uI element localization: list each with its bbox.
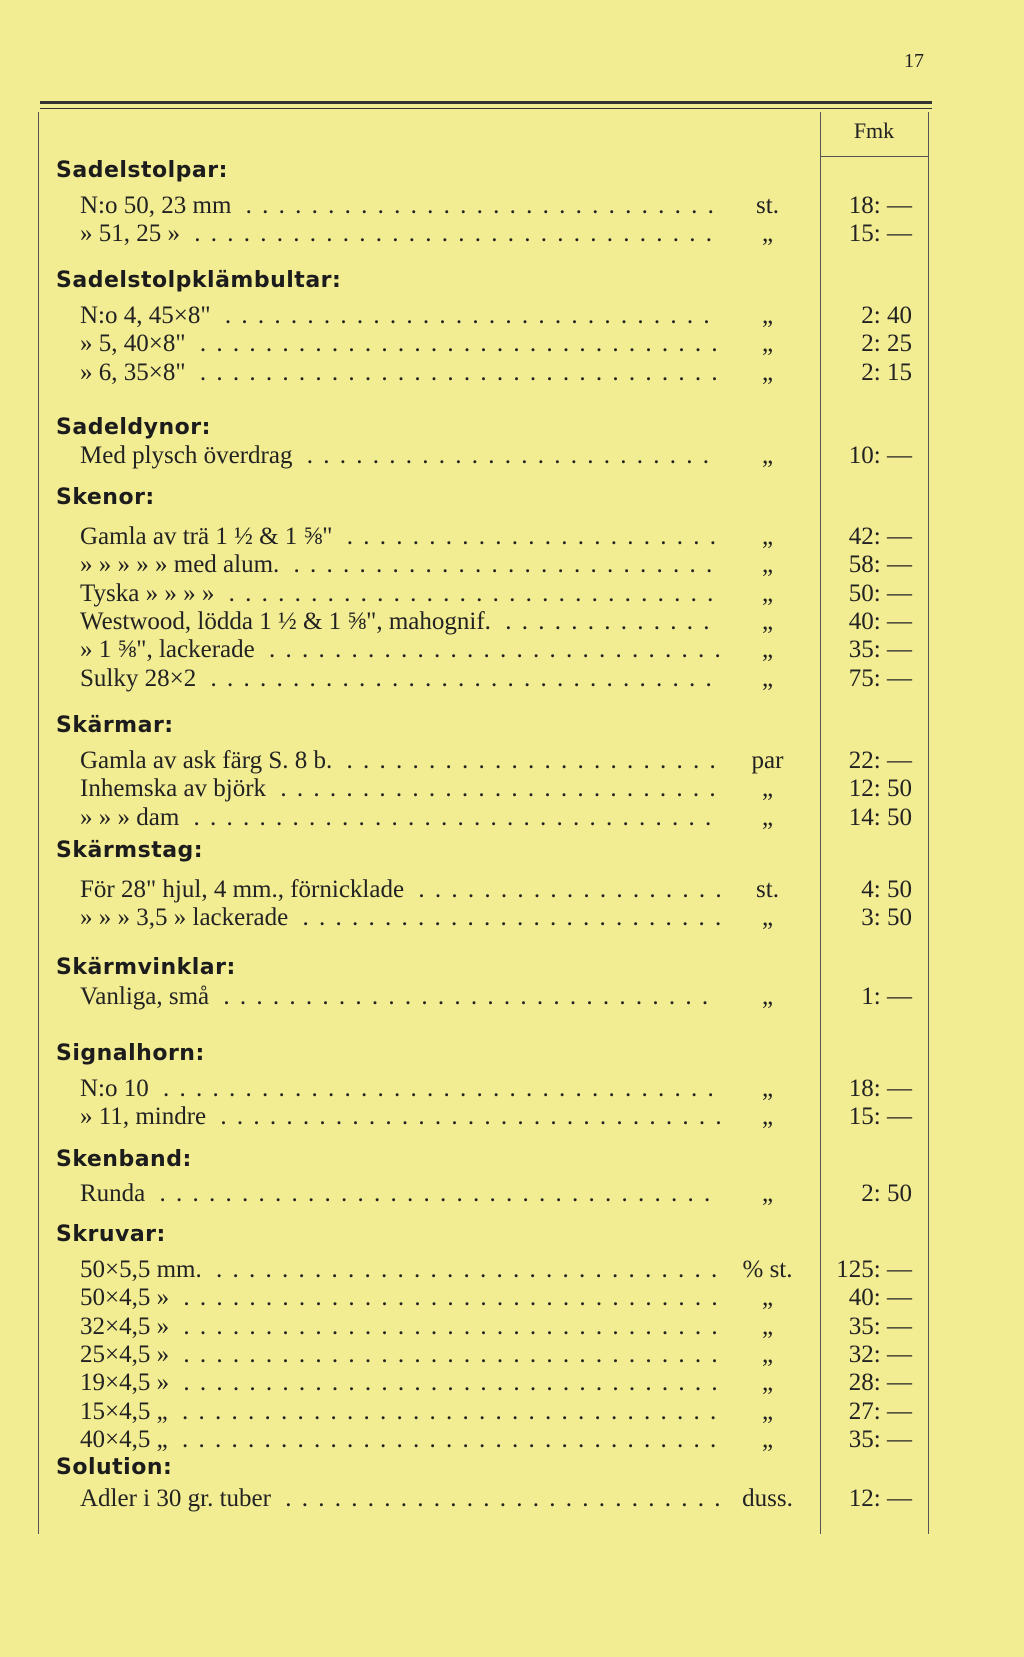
item-description — [80, 580, 720, 608]
list-item — [0, 1341, 1024, 1371]
list-item — [0, 1485, 1024, 1515]
item-unit: st. — [720, 192, 815, 220]
item-description-text: Adler i 30 gr. tuber — [80, 1485, 277, 1512]
item-unit: „ — [720, 580, 815, 608]
item-price: 22: — — [848, 747, 912, 774]
item-price: 40: — — [848, 607, 912, 635]
item-description-text: N:o 4, 45×8" — [80, 302, 217, 329]
item-description-text: Gamla av ask färg S. 8 b. — [80, 747, 338, 774]
list-item — [0, 904, 1024, 934]
item-description-text: 19×4,5 » — [80, 1369, 175, 1396]
item-unit: % st. — [720, 1256, 815, 1284]
list-item — [0, 523, 1024, 553]
item-description-text: Westwood, lödda 1 ½ & 1 ⅝", mahognif. — [80, 608, 497, 635]
item-price: 3: 50 — [861, 904, 912, 932]
item-unit: „ — [720, 359, 815, 387]
item-price: 1: — — [861, 983, 912, 1010]
item-price: 2: 50 — [861, 1180, 912, 1207]
item-description-text: 40×4,5 „ — [80, 1426, 174, 1453]
item-description-text: Vanliga, små — [80, 983, 215, 1010]
item-description-text: 15×4,5 „ — [80, 1398, 174, 1425]
top-rule — [40, 101, 932, 104]
item-unit: „ — [720, 804, 815, 832]
top-rule-thin — [40, 108, 932, 109]
item-unit: „ — [720, 1426, 815, 1454]
item-description — [80, 1103, 720, 1131]
item-description-text: » » » dam — [80, 804, 185, 831]
item-unit: „ — [720, 1180, 815, 1208]
item-description — [80, 876, 720, 904]
item-description-text: 50×5,5 mm. — [80, 1256, 208, 1283]
list-item — [0, 330, 1024, 360]
list-item — [0, 302, 1024, 332]
section-heading: Skenband: — [56, 1147, 192, 1172]
item-price: 4: 50 — [861, 876, 912, 903]
list-item — [0, 551, 1024, 581]
item-unit: „ — [720, 302, 815, 330]
item-description — [80, 608, 720, 636]
item-description-text: » 11, mindre — [80, 1103, 212, 1130]
item-description — [80, 1485, 720, 1513]
item-price: 32: — — [848, 1340, 912, 1368]
item-description-text: N:o 50, 23 mm — [80, 192, 237, 219]
item-unit: „ — [720, 220, 815, 248]
item-description-text: För 28" hjul, 4 mm., förnicklade — [80, 876, 410, 903]
item-description — [80, 1284, 720, 1312]
list-item — [0, 665, 1024, 695]
item-price: 2: 25 — [861, 330, 912, 358]
list-item — [0, 580, 1024, 610]
item-unit: „ — [720, 1103, 815, 1131]
item-description — [80, 1313, 720, 1341]
list-item — [0, 442, 1024, 472]
item-unit: „ — [720, 1075, 815, 1103]
item-description-text: » » » 3,5 » lackerade — [80, 904, 294, 931]
item-price: 18: — — [848, 192, 912, 219]
item-price: 15: — — [848, 220, 912, 248]
currency-header: Fmk — [853, 118, 895, 143]
section-heading: Skärmar: — [56, 713, 174, 738]
list-item — [0, 1313, 1024, 1343]
list-item — [0, 747, 1024, 777]
section-heading: Sadelstolpar: — [56, 158, 228, 183]
list-item — [0, 1284, 1024, 1314]
item-unit: „ — [720, 1369, 815, 1397]
item-price: 42: — — [848, 523, 912, 550]
item-description — [80, 220, 720, 248]
section-heading: Sadelstolpklämbultar: — [56, 268, 342, 293]
item-price: 35: — — [848, 1425, 912, 1453]
item-unit: „ — [720, 904, 815, 932]
item-description — [80, 330, 720, 358]
item-price: 35: — — [848, 1312, 912, 1340]
item-description — [80, 804, 720, 832]
item-description — [80, 302, 720, 330]
item-unit: „ — [720, 636, 815, 664]
item-price: 75: — — [848, 664, 912, 692]
list-item — [0, 1398, 1024, 1428]
list-item — [0, 220, 1024, 250]
item-description-text: N:o 10 — [80, 1075, 155, 1102]
item-price: 12: — — [848, 1485, 912, 1512]
item-price: 2: 15 — [861, 358, 912, 386]
item-description — [80, 983, 720, 1011]
item-price: 12: 50 — [848, 775, 912, 803]
item-description-text: » 51, 25 » — [80, 220, 186, 247]
item-description-text: » 5, 40×8" — [80, 330, 192, 357]
item-description-text: Inhemska av björk — [80, 775, 272, 802]
item-description — [80, 192, 720, 220]
currency-header-rule — [820, 156, 928, 157]
section-heading: Skärmvinklar: — [56, 955, 236, 980]
item-description — [80, 1075, 720, 1103]
item-description — [80, 747, 720, 775]
list-item — [0, 1426, 1024, 1456]
section-heading: Skruvar: — [56, 1222, 166, 1247]
list-item — [0, 1180, 1024, 1210]
list-item — [0, 876, 1024, 906]
item-price: 14: 50 — [848, 803, 912, 831]
item-description — [80, 1426, 720, 1454]
item-price: 58: — — [848, 551, 912, 579]
item-price: 2: 40 — [861, 302, 912, 329]
list-item — [0, 1075, 1024, 1105]
item-description-text: » 6, 35×8" — [80, 359, 192, 386]
item-description — [80, 1256, 720, 1284]
item-description-text: Gamla av trä 1 ½ & 1 ⅝" — [80, 523, 339, 550]
item-description — [80, 523, 720, 551]
item-description-text: » » » » » med alum. — [80, 551, 285, 578]
section-heading: Skärmstag: — [56, 838, 204, 863]
item-description-text: 50×4,5 » — [80, 1284, 175, 1311]
section-heading: Solution: — [56, 1455, 173, 1480]
item-unit: „ — [720, 665, 815, 693]
item-description-text: » 1 ⅝", lackerade — [80, 636, 261, 663]
item-description — [80, 665, 720, 693]
list-item — [0, 983, 1024, 1013]
list-item — [0, 608, 1024, 638]
section-heading: Sadeldynor: — [56, 415, 211, 440]
item-unit: „ — [720, 1313, 815, 1341]
item-price: 10: — — [848, 442, 912, 469]
item-description — [80, 359, 720, 387]
item-description — [80, 1341, 720, 1369]
item-unit: „ — [720, 1284, 815, 1312]
item-unit: „ — [720, 1398, 815, 1426]
item-unit: „ — [720, 983, 815, 1011]
list-item — [0, 359, 1024, 389]
item-description — [80, 904, 720, 932]
item-description-text: Tyska » » » » — [80, 580, 220, 607]
page-number: 17 — [904, 50, 924, 72]
item-unit: „ — [720, 442, 815, 470]
item-description — [80, 636, 720, 664]
item-description — [80, 442, 720, 470]
section-heading: Skenor: — [56, 485, 155, 510]
item-unit: „ — [720, 608, 815, 636]
item-description-text: 25×4,5 » — [80, 1341, 175, 1368]
item-description — [80, 1369, 720, 1397]
item-description-text: Runda — [80, 1180, 151, 1207]
item-unit: „ — [720, 330, 815, 358]
item-description — [80, 775, 720, 803]
item-price: 18: — — [848, 1075, 912, 1102]
list-item — [0, 1103, 1024, 1133]
item-unit: „ — [720, 775, 815, 803]
list-item — [0, 804, 1024, 834]
item-price: 27: — — [848, 1397, 912, 1425]
item-unit: „ — [720, 523, 815, 551]
item-unit: „ — [720, 551, 815, 579]
item-description-text: 32×4,5 » — [80, 1313, 175, 1340]
list-item — [0, 636, 1024, 666]
item-price: 125: — — [836, 1256, 912, 1283]
list-item — [0, 1369, 1024, 1399]
item-unit: st. — [720, 876, 815, 904]
item-description-text: Sulky 28×2 — [80, 665, 202, 692]
item-unit: „ — [720, 1341, 815, 1369]
item-price: 40: — — [848, 1284, 912, 1312]
item-price: 15: — — [848, 1103, 912, 1131]
item-price: 50: — — [848, 579, 912, 607]
item-price: 28: — — [848, 1369, 912, 1397]
item-description-text: Med plysch överdrag — [80, 442, 298, 469]
item-unit: duss. — [720, 1485, 815, 1513]
list-item — [0, 1256, 1024, 1286]
item-description — [80, 1398, 720, 1426]
item-unit: par — [720, 747, 815, 775]
list-item — [0, 192, 1024, 222]
item-description — [80, 1180, 720, 1208]
item-price: 35: — — [848, 636, 912, 664]
list-item — [0, 775, 1024, 805]
section-heading: Signalhorn: — [56, 1041, 205, 1066]
item-description — [80, 551, 720, 579]
